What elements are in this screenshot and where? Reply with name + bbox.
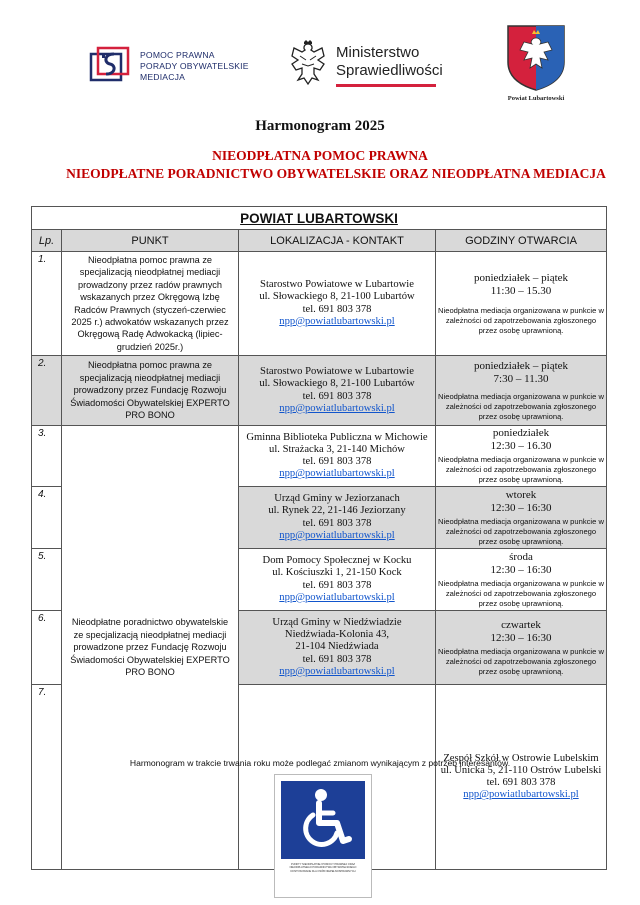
- title-line-2: NIEODPŁATNE PORADNICTWO OBYWATELSKIE ORAZ NIEODPŁATNA MEDIACJA: [66, 166, 606, 181]
- email-link[interactable]: npp@powiatlubartowski.pl: [279, 665, 395, 677]
- location-phone: tel. 691 803 378: [302, 517, 372, 529]
- row-number: 1.: [32, 252, 62, 356]
- location-address: ul. Kościuszki 1, 21-150 Kock: [272, 567, 402, 579]
- row-number: 3.: [32, 426, 62, 487]
- opening-hours: [436, 549, 607, 611]
- opening-hours: [436, 487, 607, 549]
- location-name: Zespół Szkół w Ostrowie Lubelskim: [443, 752, 599, 764]
- mediation-note: Nieodpłatna mediacja organizowana w punkcie w zależności od zapotrzebowania zgłoszonego przez osobę uprawnioną.: [438, 455, 604, 484]
- location-phone: tel. 691 803 378: [302, 303, 372, 315]
- opening-hours: [436, 252, 607, 356]
- opening-hours: [436, 426, 607, 487]
- ministry-logo: [288, 40, 448, 92]
- accessibility-sign: [274, 774, 372, 898]
- location-phone: tel. 691 803 378: [302, 579, 372, 591]
- header-lp: Lp.: [32, 230, 62, 252]
- header-punkt: PUNKT: [62, 230, 239, 252]
- row-number: 7.: [32, 685, 62, 870]
- ministry-name-line-2: Sprawiedliwości: [336, 62, 443, 79]
- location-address: ul. Słowackiego 8, 21-100 Lubartów: [259, 291, 415, 303]
- npp-logo-line-2: PORADY OBYWATELSKIE: [140, 61, 249, 71]
- location-phone: tel. 691 803 378: [302, 456, 372, 467]
- hours-time: 11:30 – 15.30: [490, 284, 552, 297]
- scales-logo-icon: [88, 44, 132, 84]
- hours-day: czwartek: [501, 618, 541, 631]
- location-name: Starostwo Powiatowe w Lubartowie: [260, 279, 414, 291]
- accessibility-fine-print: PUNKTY NIEODPŁATNEJ POMOCY PRAWNEJ ORAZ NIEODPŁATNEGO PORADNICTWA OBYWATELSKIEGO DOSTOSOWANE DLA OSÓB NIEPEŁNOSPRAWNYCH: [289, 863, 357, 873]
- email-link[interactable]: npp@powiatlubartowski.pl: [279, 402, 395, 414]
- location-phone: tel. 691 803 378: [302, 653, 372, 665]
- npp-logo-line-1: POMOC PRAWNA: [140, 50, 215, 60]
- ministry-name-line-1: Ministerstwo: [336, 44, 420, 61]
- location-contact: [436, 685, 607, 870]
- title-line-1: NIEODPŁATNA POMOC PRAWNA: [212, 148, 428, 163]
- hours-day: wtorek: [505, 488, 537, 501]
- header-lokalizacja: LOKALIZACJA - KONTAKT: [239, 230, 436, 252]
- table-row: [32, 356, 607, 426]
- email-link[interactable]: npp@powiatlubartowski.pl: [279, 315, 395, 327]
- opening-hours: [436, 611, 607, 685]
- hours-time: 12:30 – 16:30: [490, 501, 552, 514]
- location-phone: tel. 691 803 378: [302, 390, 372, 402]
- schedule-table: [31, 206, 607, 870]
- mediation-note: Nieodpłatna mediacja organizowana w punkcie w zależności od zapotrzebowania zgłoszonego przez osobę uprawnioną.: [438, 578, 604, 608]
- row-number: 6.: [32, 611, 62, 685]
- mediation-note: Nieodpłatna mediacja organizowana w punkcie w zależności od zapotrzebowania zgłoszonego przez osobę uprawnioną.: [438, 305, 604, 335]
- location-name: Starostwo Powiatowe w Lubartowie: [260, 366, 414, 378]
- hours-time: 7:30 – 11.30: [493, 372, 549, 385]
- punkt-description: Nieodpłatna pomoc prawna ze specjalizacją nieodpłatnej mediacji prowadzony przez radów prawnych wskazanych przez Okręgową Izbę Radców Prawnych (styczeń-czerwiec 2025 r.) adwokatów wskazanych przez Okręgową Radę Adwokacką (lipiec-grudzień 2025r.): [62, 252, 239, 356]
- row-number: 4.: [32, 487, 62, 549]
- hours-day: poniedziałek: [492, 427, 550, 439]
- schedule-title: Harmonogram 2025: [255, 118, 385, 134]
- location-contact: [239, 487, 436, 549]
- hours-time: 12:30 – 16.30: [490, 440, 552, 452]
- eagle-emblem-icon: [288, 40, 328, 86]
- row-number: 5.: [32, 549, 62, 611]
- email-link[interactable]: npp@powiatlubartowski.pl: [279, 468, 395, 480]
- location-name: Gminna Biblioteka Publiczna w Michowie: [246, 431, 428, 443]
- email-link[interactable]: npp@powiatlubartowski.pl: [279, 529, 395, 541]
- location-phone: tel. 691 803 378: [486, 777, 556, 788]
- hours-day: poniedziałek – piątek: [473, 271, 569, 284]
- hours-day: poniedziałek – piątek: [473, 359, 569, 372]
- table-row: [32, 252, 607, 356]
- opening-hours: [436, 356, 607, 426]
- location-contact: [239, 356, 436, 426]
- county-coat-of-arms: [496, 24, 576, 104]
- email-link[interactable]: npp@powiatlubartowski.pl: [279, 591, 395, 603]
- location-address: ul. Strażacka 3, 21-140 Michów: [269, 443, 405, 455]
- table-row: [32, 426, 607, 487]
- mediation-note: Nieodpłatna mediacja organizowana w punkcie w zależności od zapotrzebowania zgłoszonego przez osobę uprawnioną.: [438, 646, 604, 676]
- location-name: Urząd Gminy w Jeziorzanach: [274, 493, 400, 505]
- location-address-1: Niedźwiada-Kolonia 43,: [284, 629, 390, 641]
- mediation-note: Nieodpłatna mediacja organizowana w punkcie w zależności od zapotrzebowania zgłoszonego przez osobę uprawnioną.: [438, 516, 604, 546]
- npp-logo-line-3: MEDIACJA: [140, 72, 186, 82]
- punkt-description: Nieodpłatna pomoc prawna ze specjalizacją nieodpłatnej mediacji prowadzony przez Fundację Rozwoju Świadomości Obywatelskiej EXPERTO PRO BONO: [62, 356, 239, 426]
- location-contact: [239, 252, 436, 356]
- location-address: ul. Unicka 5, 21-110 Ostrów Lubelski: [440, 764, 602, 776]
- location-address: ul. Rynek 22, 21-146 Jeziorzany: [268, 505, 406, 517]
- punkt-description: Nieodpłatne poradnictwo obywatelskie ze specjalizacją nieodpłatnej mediacji prowadzone przez Fundację Rozwoju Świadomości Obywatelskiej EXPERTO PRO BONO: [62, 426, 239, 870]
- location-name: Urząd Gminy w Niedźwiadzie: [272, 616, 402, 628]
- footnote: Harmonogram w trakcie trwania roku może podlegać zmianom wynikającym z potrzeb interesantów.: [129, 758, 511, 768]
- row-number: 2.: [32, 356, 62, 426]
- ministry-red-bar: [336, 84, 436, 87]
- hours-time: 12:30 – 16:30: [490, 631, 552, 644]
- location-name: Dom Pomocy Społecznej w Kocku: [262, 555, 412, 567]
- county-name: POWIAT LUBARTOWSKI: [32, 207, 607, 230]
- wheelchair-icon: [281, 781, 365, 859]
- email-link[interactable]: npp@powiatlubartowski.pl: [463, 789, 579, 801]
- npp-logo: [88, 44, 268, 88]
- mediation-note: Nieodpłatna mediacja organizowana w punkcie w zależności od zapotrzebowania zgłoszonego przez osobę uprawnioną.: [438, 391, 604, 421]
- location-contact: [239, 611, 436, 685]
- location-contact: [239, 426, 436, 487]
- county-logo-caption: Powiat Lubartowski: [507, 95, 565, 102]
- hours-day: środa: [509, 550, 533, 563]
- header-godziny: GODZINY OTWARCIA: [436, 230, 607, 252]
- coat-of-arms-icon: [506, 24, 566, 92]
- location-address-2: 21-104 Niedźwiada: [295, 641, 379, 653]
- location-contact: [239, 549, 436, 611]
- location-address: ul. Słowackiego 8, 21-100 Lubartów: [259, 378, 415, 390]
- hours-time: 12:30 – 16:30: [490, 563, 552, 576]
